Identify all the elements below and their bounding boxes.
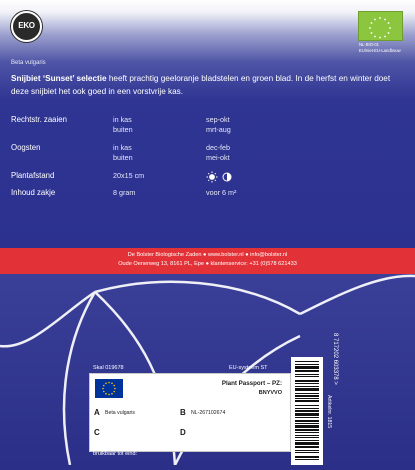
passport-letter-c: C <box>94 428 100 437</box>
company-info-band <box>0 248 415 274</box>
article-number: Artikelnr. 1815 <box>326 395 332 429</box>
contents-row <box>11 188 406 214</box>
barcode-bar <box>295 417 319 418</box>
barcode-bar <box>295 366 319 369</box>
eko-logo-text: EKO <box>18 21 35 30</box>
barcode-bar <box>295 452 319 453</box>
skal-number: Skal 019678 <box>93 365 124 371</box>
eu-cert-origin: EU/niet-EU-Landbouw <box>359 47 401 53</box>
eko-logo <box>11 11 42 42</box>
best-before-label: bruikbaar tot eind: <box>93 451 138 457</box>
barcode-bar <box>295 410 319 412</box>
barcode-bar <box>295 437 319 438</box>
eu-cert-code: NL-BIO-01 <box>359 42 380 47</box>
description-text: heeft prachtig geeloranje bladstelen en groen blad. In de herfst en winter doet deze snijbiet het ook goed in een vorstvrije kas. <box>11 74 391 96</box>
harvest-period-greenhouse: dec-feb <box>206 143 230 152</box>
barcode-bar <box>295 395 319 397</box>
barcode-bar <box>295 420 319 422</box>
harvest-period-outdoor: mei-okt <box>206 153 230 162</box>
contents-weight: 8 gram <box>113 188 136 197</box>
barcode-bar <box>295 376 319 377</box>
product-description <box>11 72 406 98</box>
eu-star-leaf-icon <box>359 12 402 40</box>
sowing-period-greenhouse: sep-okt <box>206 115 230 124</box>
harvest-places <box>113 143 133 163</box>
sowing-period-outdoor: mrt-aug <box>206 125 231 134</box>
harvest-place-outdoor: buiten <box>113 153 133 162</box>
barcode-bar <box>295 442 319 445</box>
eu-organic-leaf-logo <box>358 11 403 41</box>
barcode-bar <box>295 380 319 382</box>
company-contact-line: De Bolster Biologische Zaden ● www.bolster.nl ● info@bolster.nl <box>127 252 288 258</box>
barcode-bar <box>295 432 319 433</box>
barcode <box>291 357 323 465</box>
barcode-bar <box>295 393 319 394</box>
passport-letter-a: A <box>94 408 100 417</box>
barcode-bar <box>295 459 319 460</box>
latin-name: Beta vulgaris <box>11 60 46 66</box>
sowing-row <box>11 115 406 141</box>
barcode-bar <box>295 388 319 391</box>
eu-flag-icon <box>95 379 123 398</box>
barcode-bar <box>295 408 319 409</box>
sowing-label: Rechtstr. zaaien <box>11 115 67 124</box>
harvest-row <box>11 143 406 169</box>
barcode-bar <box>295 446 319 448</box>
harvest-periods <box>206 143 230 163</box>
plant-passport <box>89 373 291 452</box>
light-requirement-icons <box>206 171 236 183</box>
barcode-number: 8 717202 603378 > <box>332 333 338 385</box>
spacing-label: Plantafstand <box>11 171 55 180</box>
sowing-place-outdoor: buiten <box>113 125 133 134</box>
passport-botanical-name: Beta vulgaris <box>105 410 135 416</box>
half-shade-icon <box>223 173 231 181</box>
barcode-bar <box>295 386 319 387</box>
sowing-places <box>113 115 133 135</box>
eu-system: EU-systeem ST <box>229 365 268 371</box>
barcode-bar <box>295 435 319 436</box>
sun-icon <box>207 172 218 183</box>
harvest-place-greenhouse: in kas <box>113 143 132 152</box>
barcode-bar <box>295 405 319 406</box>
spacing-value: 20x15 cm <box>113 171 145 180</box>
harvest-label: Oogsten <box>11 143 41 152</box>
barcode-bar <box>295 374 319 375</box>
passport-code: BNYVVO <box>258 390 282 396</box>
product-title: Snijbiet ‘Sunset’ selectie <box>11 74 107 83</box>
passport-letter-d: D <box>180 428 186 437</box>
barcode-bar <box>295 413 319 416</box>
barcode-bar <box>295 400 319 402</box>
contents-label: Inhoud zakje <box>11 188 56 197</box>
barcode-bar <box>295 425 319 428</box>
contents-coverage: voor 6 m² <box>206 188 237 197</box>
passport-letter-b: B <box>180 408 186 417</box>
sowing-periods <box>206 115 231 135</box>
sowing-place-greenhouse: in kas <box>113 115 132 124</box>
barcode-bar <box>295 423 319 424</box>
passport-registration-number: NL-267102674 <box>191 410 226 416</box>
barcode-bar <box>295 361 319 362</box>
barcode-bar <box>295 450 319 451</box>
barcode-bar <box>295 370 319 372</box>
barcode-bar <box>295 429 319 431</box>
eu-certification-text <box>359 42 401 53</box>
barcode-bars <box>291 357 323 465</box>
barcode-bar <box>295 383 319 384</box>
barcode-bar <box>295 364 319 365</box>
barcode-bar <box>295 440 319 441</box>
company-address-line: Oude Oenerweg 13, 8161 PL, Epe ● klantenservice: +31 (0)578 621433 <box>118 261 297 267</box>
barcode-bar <box>295 398 319 399</box>
barcode-bar <box>295 456 319 458</box>
passport-title: Plant Passport – PZ: <box>221 380 282 387</box>
